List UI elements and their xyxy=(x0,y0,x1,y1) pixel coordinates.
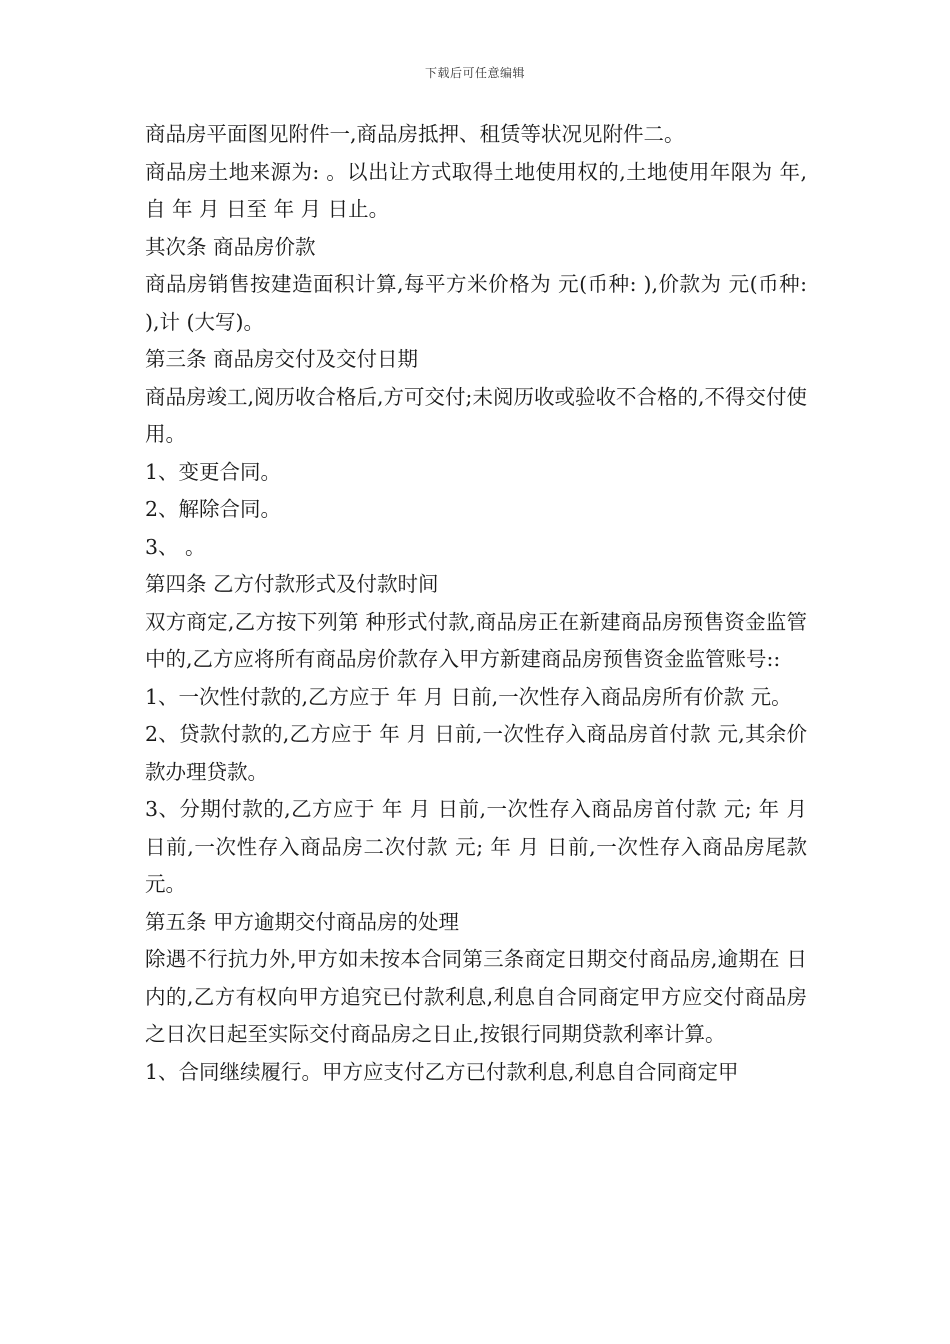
section-heading-delivery: 第三条 商品房交付及交付日期 xyxy=(145,347,419,371)
document-body xyxy=(145,116,807,1091)
section-heading-overdue: 第五条 甲方逾期交付商品房的处理 xyxy=(145,909,460,934)
list-item-continue-contract: 1、合同继续履行。甲方应支付乙方已付款利息,利息自合同商定甲 xyxy=(145,1059,739,1084)
paragraph-land-source: 商品房土地来源为: 。以出让方式取得土地使用权的,土地使用年限为 年,自 年 月 日至 年 月 日止。 xyxy=(145,159,807,221)
paragraph-price: 商品房销售按建造面积计算,每平方米价格为 元(币种: ),价款为 元(币种: ),计 (大写)。 xyxy=(145,272,807,334)
paragraph-payment-method: 双方商定,乙方按下列第 种形式付款,商品房正在新建商品房预售资金监管中的,乙方应将所有商品房价款存入甲方新建商品房预售资金监管账号:: xyxy=(145,609,807,671)
list-item-blank: 3、 。 xyxy=(145,534,206,559)
paragraph-attachments: 商品房平面图见附件一,商品房抵押、租赁等状况见附件二。 xyxy=(145,122,685,146)
list-item-change-contract: 1、变更合同。 xyxy=(145,459,282,484)
list-item-loan-payment: 2、贷款付款的,乙方应于 年 月 日前,一次性存入商品房首付款 元,其余价款办理贷款。 xyxy=(145,722,807,784)
page-header-note: 下载后可任意编辑 xyxy=(424,66,525,80)
paragraph-overdue: 除遇不行抗力外,甲方如未按本合同第三条商定日期交付商品房,逾期在 日内的,乙方有权向甲方追究已付款利息,利息自合同商定甲方应交付商品房之日次日起至实际交付商品房之日止,按银行同期贷款利率计算。 xyxy=(145,947,807,1046)
list-item-lump-sum: 1、一次性付款的,乙方应于 年 月 日前,一次性存入商品房所有价款 元。 xyxy=(145,684,792,709)
paragraph-delivery: 商品房竣工,阅历收合格后,方可交付;未阅历收或验收不合格的,不得交付使用。 xyxy=(145,384,807,446)
section-heading-price: 其次条 商品房价款 xyxy=(145,234,316,259)
list-item-installment: 3、分期付款的,乙方应于 年 月 日前,一次性存入商品房首付款 元; 年 月 日前,一次性存入商品房二次付款 元; 年 月 日前,一次性存入商品房尾款 元。 xyxy=(145,797,807,896)
section-heading-payment: 第四条 乙方付款形式及付款时间 xyxy=(145,572,439,596)
list-item-terminate-contract: 2、解除合同。 xyxy=(145,497,282,521)
